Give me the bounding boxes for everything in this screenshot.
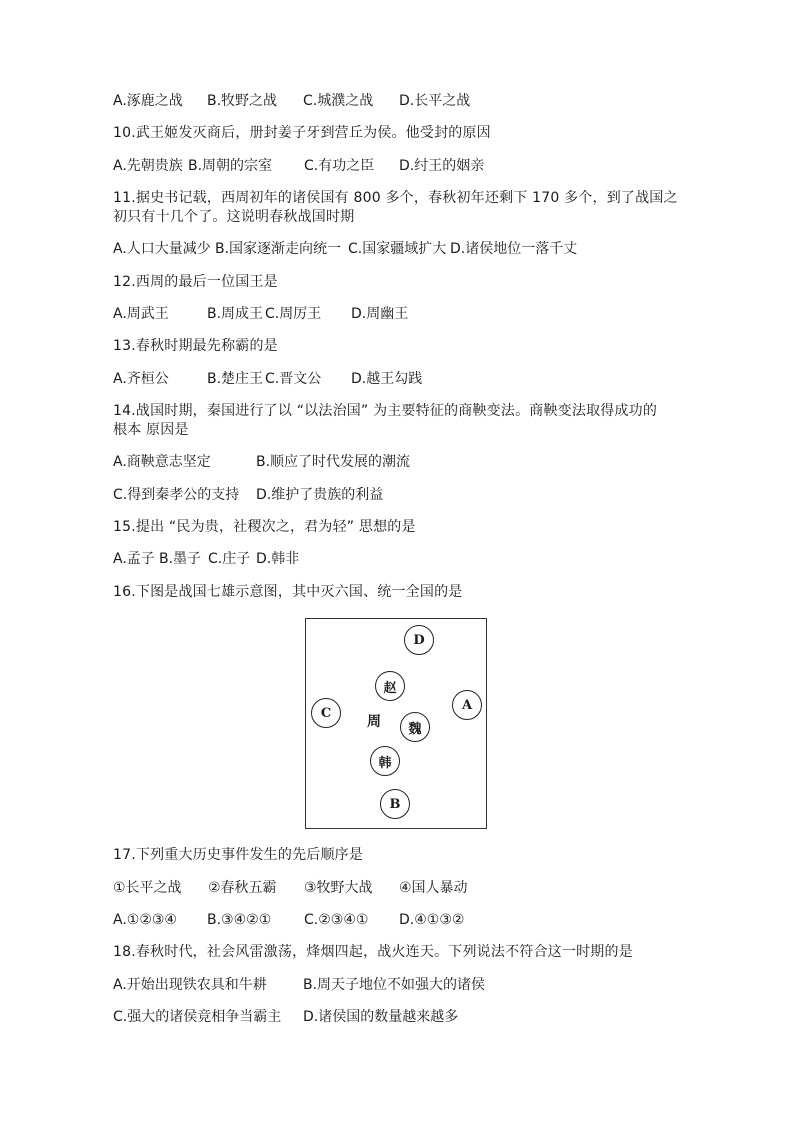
q12-option-b: B.周成王 [207, 306, 264, 322]
q14-stem-line1: 14.战国时期，秦国进行了以 “以法治国” 为主要特征的商鞅变法。商鞅变法取得成功的 [113, 403, 658, 419]
map-label-d: D [404, 625, 434, 655]
q14-option-b: B.顺应了时代发展的潮流 [256, 454, 411, 470]
q17-event-4: ④国人暴动 [399, 880, 468, 896]
q17-option-a: A.①②③④ [113, 912, 177, 928]
q11-option-d: D.诸侯地位一落千丈 [450, 241, 578, 257]
q11-stem-line1: 11.据史书记载，西周初年的诸侯国有 800 多个，春秋初年还剩下 170 多个，到了战国之 [113, 190, 678, 206]
q11-stem-line2: 初只有十几个了。这说明春秋战国时期 [113, 209, 355, 225]
q17-option-b: B.③④②① [207, 912, 272, 928]
map-label-han: 韩 [370, 746, 400, 776]
q10-option-c: C.有功之臣 [304, 158, 375, 174]
q17-event-1: ①长平之战 [113, 880, 182, 896]
q9-option-a: A.涿鹿之战 [113, 93, 183, 109]
q10-option-a: A.先朝贵族 [113, 158, 183, 174]
q14-option-a: A.商鞅意志坚定 [113, 454, 211, 470]
q10-stem: 10.武王姬发灭商后，册封姜子牙到营丘为侯。他受封的原因 [113, 125, 491, 141]
q17-event-3: ③牧野大战 [304, 880, 373, 896]
q12-option-d: D.周幽王 [351, 306, 409, 322]
map-label-wei: 魏 [400, 712, 430, 742]
map-label-zhou: 周 [367, 714, 381, 730]
q11-option-a: A.人口大量减少 [113, 241, 211, 257]
q18-option-c: C.强大的诸侯竞相争当霸主 [113, 1009, 282, 1025]
q13-option-c: C.晋文公 [265, 371, 322, 387]
q18-option-d: D.诸侯国的数量越来越多 [303, 1009, 459, 1025]
q14-option-c: C.得到秦孝公的支持 [113, 487, 240, 503]
q18-option-b: B.周天子地位不如强大的诸侯 [303, 977, 486, 993]
warring-states-map [305, 618, 487, 829]
map-label-zhao: 赵 [375, 671, 405, 701]
q9-option-b: B.牧野之战 [207, 93, 278, 109]
q14-stem-line2: 根本 原因是 [113, 422, 189, 438]
q17-option-d: D.④①③② [399, 912, 465, 928]
q16-stem: 16.下图是战国七雄示意图，其中灭六国、统一全国的是 [113, 584, 463, 600]
q18-stem: 18.春秋时代，社会风雷激荡，烽烟四起，战火连天。下列说法不符合这一时期的是 [113, 944, 633, 960]
map-label-b: B [380, 789, 410, 819]
q15-option-d: D.韩非 [256, 551, 300, 567]
q12-option-c: C.周厉王 [265, 306, 322, 322]
q10-option-d: D.纣王的姻亲 [399, 158, 485, 174]
q18-option-a: A.开始出现铁农具和牛耕 [113, 977, 267, 993]
map-label-a: A [452, 690, 482, 720]
q12-stem: 12.西周的最后一位国王是 [113, 274, 278, 290]
q13-option-a: A.齐桓公 [113, 371, 169, 387]
q11-option-b: B.国家逐渐走向统一 [215, 241, 342, 257]
q11-option-c: C.国家疆域扩大 [348, 241, 447, 257]
q10-option-b: B.周朝的宗室 [188, 158, 273, 174]
q15-option-c: C.庄子 [208, 551, 251, 567]
q15-option-a: A.孟子 [113, 551, 155, 567]
map-label-c: C [311, 698, 341, 728]
q12-option-a: A.周武王 [113, 306, 169, 322]
q17-event-2: ②春秋五霸 [208, 880, 277, 896]
q13-option-d: D.越王勾践 [351, 371, 423, 387]
q13-option-b: B.楚庄王 [207, 371, 264, 387]
q17-option-c: C.②③④① [304, 912, 369, 928]
q15-option-b: B.墨子 [159, 551, 202, 567]
q9-option-d: D.长平之战 [399, 93, 471, 109]
q17-stem: 17.下列重大历史事件发生的先后顺序是 [113, 847, 364, 863]
q15-stem: 15.提出 “民为贵，社稷次之，君为轻” 思想的是 [113, 519, 416, 535]
q14-option-d: D.维护了贵族的利益 [256, 487, 384, 503]
q13-stem: 13.春秋时期最先称霸的是 [113, 338, 278, 354]
q9-option-c: C.城濮之战 [303, 93, 374, 109]
